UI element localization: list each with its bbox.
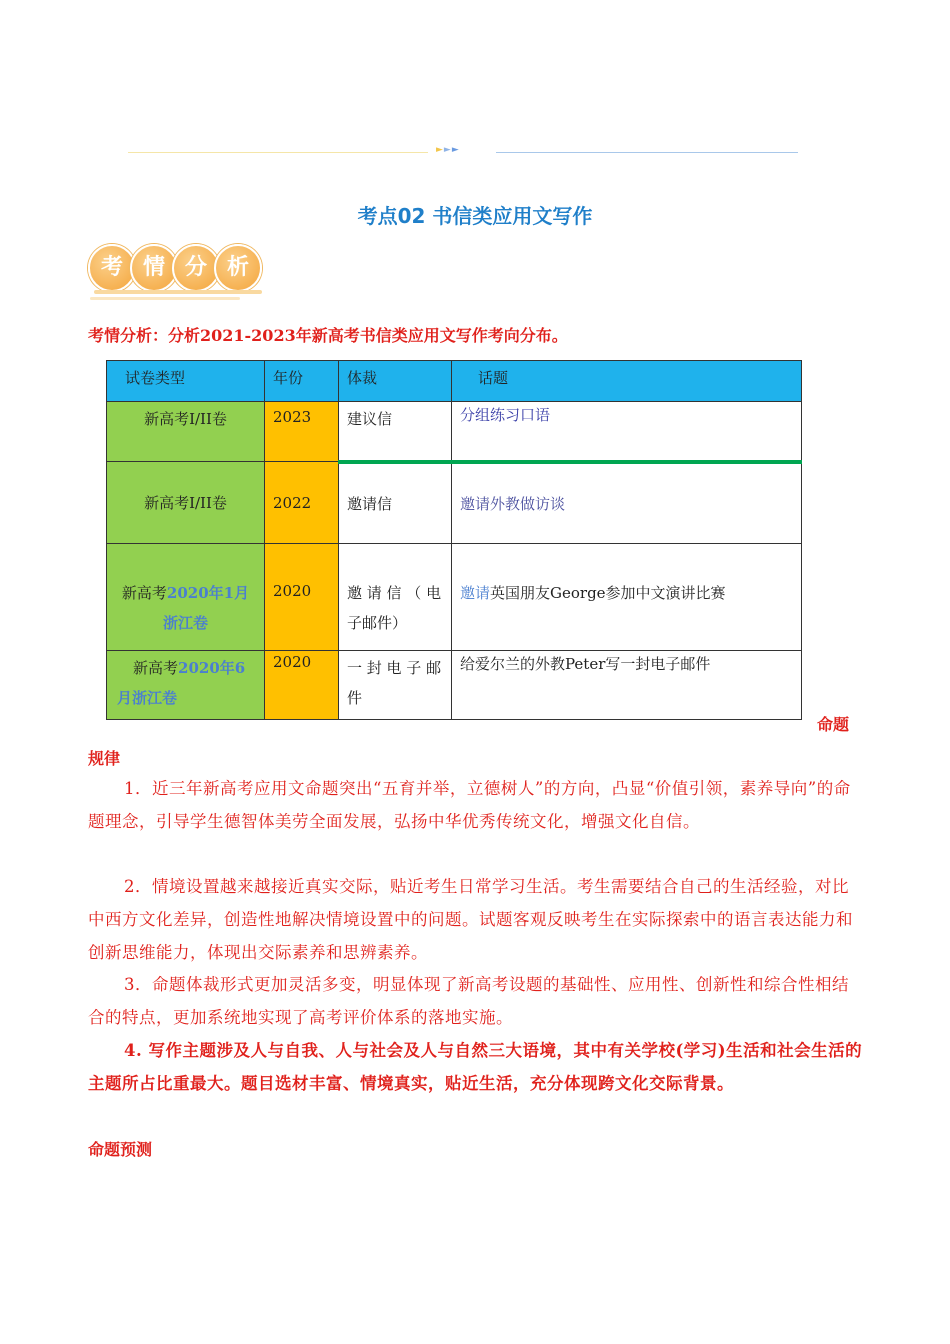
badge-char: 析 (214, 244, 262, 292)
header-arrows (436, 145, 460, 155)
year-cell: 2023 (265, 402, 339, 462)
genre-cell: 邀请信 (339, 462, 452, 544)
section-title-rules-cont: 规律 (88, 749, 121, 768)
intro-text: 考情分析：分析2021-2023年新高考书信类应用文写作考向分布。 (88, 326, 568, 345)
table-header-row (107, 361, 802, 402)
topic-cell (452, 544, 802, 651)
table-header-cell: 年份 (265, 361, 339, 402)
rule-paragraph: 2．情境设置越来越接近真实交际，贴近考生日常学习生活。考生需要结合自己的生活经验，对比中西方文化差异，创造性地解决情境设置中的问题。试题客观反映考生在实际探索中的语言表达能力和创新思维能力，体现出交际素养和思辨素养。 (88, 877, 853, 962)
table-header-cell: 体裁 (339, 361, 452, 402)
header-rule-left (128, 152, 428, 153)
table-header-cell: 试卷类型 (107, 361, 265, 402)
topic-text: 英国朋友George参加中文演讲比赛 (490, 584, 726, 602)
badge-char: 情 (130, 244, 178, 292)
paper-text: 新高考 (121, 584, 167, 602)
section-badge (88, 244, 264, 304)
genre-cell: 邀 请 信 （ 电 子邮件） (339, 544, 452, 651)
paper-text: 新高考 (133, 659, 179, 677)
table-row (107, 402, 802, 462)
exam-table (106, 360, 802, 720)
topic-highlight: 邀请 (460, 584, 491, 602)
genre-cell: 建议信 (339, 402, 452, 462)
rule-paragraph: 3．命题体裁形式更加灵活多变，明显体现了新高考设题的基础性、应用性、创新性和综合性相结合的特点，更加系统地实现了高考评价体系的落地实施。 (88, 975, 849, 1027)
genre-cell: 一 封 电 子 邮 件 (339, 651, 452, 720)
year-cell: 2020 (265, 651, 339, 720)
arrow-icon: ► (443, 145, 452, 155)
topic-cell: 给爱尔兰的外教Peter写一封电子邮件 (452, 651, 802, 720)
badge-underline (94, 290, 262, 294)
paper-highlight: 浙江卷 (162, 614, 208, 632)
page-title: 考点02 书信类应用文写作 (357, 204, 593, 228)
topic-cell: 邀请外教做访谈 (452, 462, 802, 544)
table-row (107, 462, 802, 544)
arrow-icon: ► (451, 145, 460, 155)
topic-cell: 分组练习口语 (452, 402, 802, 462)
badge-underline (90, 297, 240, 300)
section-title-predict: 命题预测 (88, 1140, 153, 1159)
paper-cell (107, 651, 265, 720)
year-cell: 2022 (265, 462, 339, 544)
rule-paragraph: 4. 写作主题涉及人与自我、人与社会及人与自然三大语境，其中有关学校(学习)生活和社会生活的主题所占比重最大。题目选材丰富、情境真实，贴近生活，充分体现跨文化交际背景。 (88, 1041, 863, 1093)
table-row (107, 544, 802, 651)
header-rule-right (496, 152, 798, 153)
table-header-cell: 话题 (452, 361, 802, 402)
paper-cell (107, 544, 265, 651)
badge-char: 分 (172, 244, 220, 292)
rule-paragraph: 1．近三年新高考应用文命题突出“五育并举，立德树人”的方向，凸显“价值引领，素养导向”的命题理念，引导学生德智体美劳全面发展，弘扬中华优秀传统文化，增强文化自信。 (88, 779, 851, 831)
paper-highlight: 2020年1月 (166, 584, 250, 602)
paper-cell: 新高考I/II卷 (107, 462, 265, 544)
paper-cell: 新高考I/II卷 (107, 402, 265, 462)
section-title-rules: 命题 (817, 715, 850, 734)
paper-highlight: 2020年6月浙江卷 (117, 659, 246, 707)
badge-char: 考 (88, 244, 136, 292)
arrow-icon: ► (436, 145, 444, 155)
year-cell: 2020 (265, 544, 339, 651)
table-row (107, 651, 802, 720)
